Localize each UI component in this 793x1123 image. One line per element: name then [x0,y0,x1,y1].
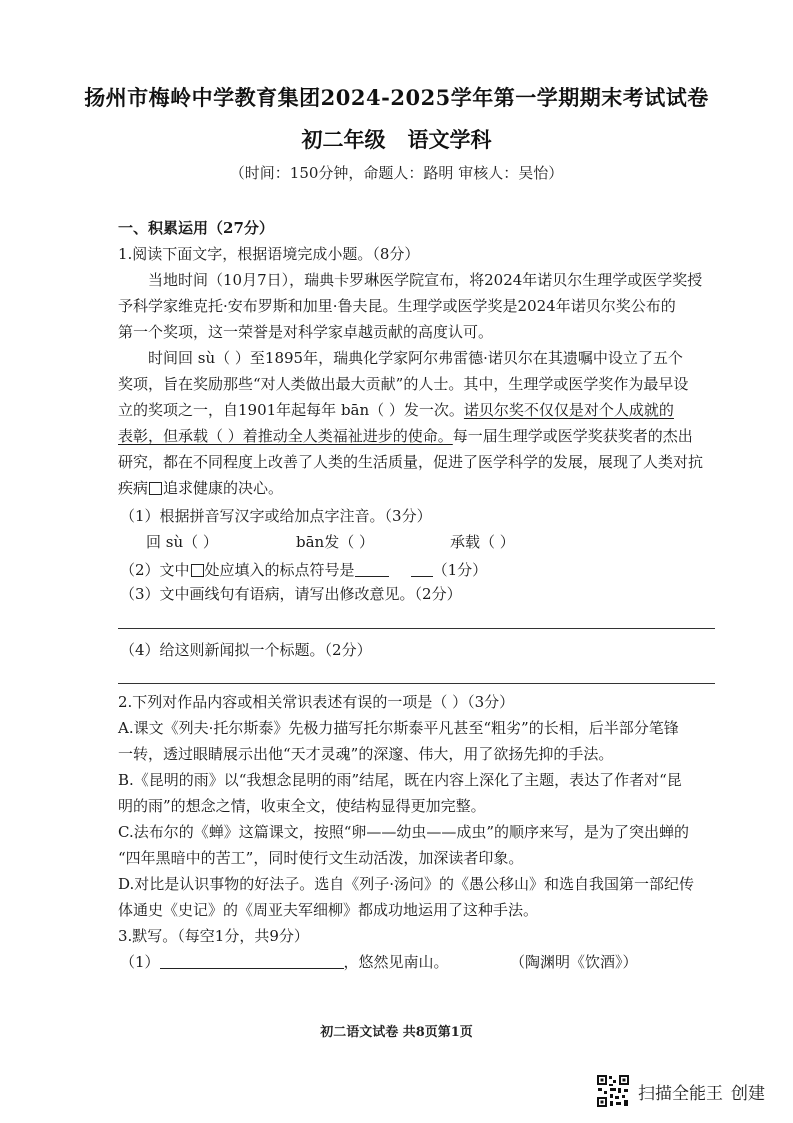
punctuation-box [191,564,204,577]
q1-passage-line: 时间回 sù（ ）至1895年，瑞典化学家阿尔弗雷德·诺贝尔在其遗嘱中设立了五个 [148,349,683,367]
q2-option-b: 明的雨”的想念之情，收束全文，使结构显得更加完整。 [118,797,486,815]
q1-sub1: （1）根据拼音写汉字或给加点字注音。（3分） [120,507,432,525]
q1-passage-line: 予科学家维克托·安布罗斯和加里·鲁夫昆。生理学或医学奖是2024年诺贝尔奖公布的 [118,297,676,315]
watermark-text: 创建 [731,1083,765,1104]
punctuation-box [149,482,162,495]
passage-text: 追求健康的决心。 [163,479,284,497]
q3-prompt: 3.默写。（每空1分，共9分） [118,927,309,945]
watermark-text: 扫描全能王 [638,1083,723,1104]
subject-label: 语文学科 [407,127,492,152]
q1-sub2 [120,560,720,580]
q1-passage-line [118,400,718,420]
page-footer: 初二语文试卷 共8页第1页 [320,1025,473,1040]
q1-passage-line: 当地时间（10月7日），瑞典卡罗琳医学院宣布，将2024年诺贝尔生理学或医学奖授 [148,271,703,289]
q1-sub1-item: 回 sù（ ） [146,533,218,551]
q1-passage-line [118,426,718,446]
grade-label: 初二年级 [301,127,386,152]
q2-option-d: D.对比是认识事物的好法子。选自《列子·汤问》的《愚公移山》和选自我国第一部纪传 [118,875,695,893]
q2-option-b: B.《昆明的雨》以“我想念昆明的雨”结尾，既在内容上深化了主题，表达了作者对“昆 [118,771,682,789]
q2-prompt: 2.下列对作品内容或相关常识表述有误的一项是（ ）（3分） [118,693,515,711]
sub2-text: 处应填入的标点符号是 [204,561,355,579]
answer-blank[interactable] [411,562,433,577]
passage-text: 立的奖项之一，自1901年起每年 bān（ ）发一次。 [118,401,464,419]
sub2-text: （2）文中 [120,561,190,579]
q1-passage-line: 研究，都在不同程度上改善了人类的生活质量，促进了医学科学的发展，展现了人类对抗 [118,453,704,471]
q2-option-a: 一转，透过眼睛展示出他“天才灵魂”的深邃、伟大，用了欲扬先抑的手法。 [118,745,614,763]
poem-line: ，悠然见南山。 [343,953,449,971]
q2-option-a: A.课文《列夫·托尔斯泰》先极力描写托尔斯泰平凡甚至“粗劣”的长相，后半部分笔锋 [118,719,679,737]
passage-text: 疾病 [118,479,149,497]
answer-blank[interactable] [160,954,344,969]
qr-code-icon [596,1074,630,1108]
item-number: （1） [120,953,160,971]
q2-option-d: 体通史《史记》的《周亚夫军细柳》都成功地运用了这种手法。 [118,901,539,919]
scanner-watermark [596,1073,765,1109]
exam-title: 扬州市梅岭中学教育集团2024-2025学年第一学期期末考试试卷 [84,85,709,110]
q1-sub1-item: bān发（ ） [296,533,374,551]
passage-text: 每一届生理学或医学奖获奖者的杰出 [452,427,693,445]
answer-blank[interactable] [355,562,389,577]
q2-option-c: C.法布尔的《蝉》这篇课文，按照“卵——幼虫——成虫”的顺序来写，是为了突出蝉的 [118,823,690,841]
poem-source: （陶渊明《饮酒》） [510,953,638,971]
q1-prompt: 1.阅读下面文字，根据语境完成小题。（8分） [118,245,420,263]
q1-passage-line: 第一个奖项，这一荣誉是对科学家卓越贡献的高度认可。 [118,323,494,341]
q1-sub1-item: 承载（ ） [450,533,515,551]
q1-passage-line: 奖项，旨在奖励那些“对人类做出最大贡献”的人士。其中，生理学或医学奖作为最早设 [118,375,689,393]
q1-sub4: （4）给这则新闻拟一个标题。（2分） [120,641,372,659]
exam-subtitle [0,124,793,154]
underlined-sentence: 诺贝尔奖不仅仅是对个人成就的 [463,401,674,419]
underlined-sentence: 表彰，但承载（ ）着推动全人类福祉进步的使命。 [118,427,453,445]
q1-sub3: （3）文中画线句有语病，请写出修改意见。（2分） [120,585,462,603]
section-heading: 一、积累运用（27分） [118,219,274,237]
q2-option-c: “四年黑暗中的苦工”，同时使行文生动活泼，加深读者印象。 [118,849,524,867]
answer-line[interactable] [118,628,715,629]
exam-meta: （时间：150分钟，命题人：路明 审核人：吴怡） [229,164,564,182]
answer-line[interactable] [118,683,715,684]
q1-passage-line [118,478,718,498]
sub2-text: （1分） [432,561,488,579]
